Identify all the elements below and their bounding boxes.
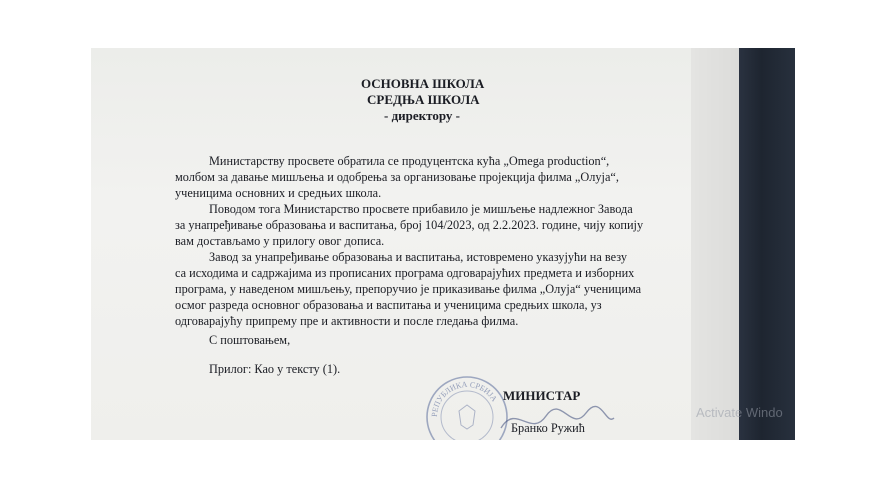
document-page bbox=[91, 48, 691, 440]
paragraph-1-line-1: Министарству просвете обратила се продуцентска кућа „Omega production“, bbox=[209, 154, 610, 168]
paragraph-3-line-3: програма, у наведеном мишљењу, препоручио је приказивање филма „Олуја“ ученицима bbox=[175, 282, 642, 296]
paper-margin bbox=[691, 48, 739, 440]
heading-line-3: - директору - bbox=[384, 108, 460, 123]
paragraph-2-line-3: вам достављамо у прилогу овог дописа. bbox=[175, 234, 385, 248]
signatory-title: МИНИСТАР bbox=[503, 388, 581, 403]
paragraph-2-line-1: Поводом тога Министарство просвете прибавило је мишљење надлежног Завода bbox=[209, 202, 633, 216]
heading-line-2: СРЕДЊА ШКОЛА bbox=[367, 92, 480, 107]
paragraph-1-line-2: молбом за давање мишљења и одобрења за организовање пројекција филма „Олуја“, bbox=[175, 170, 619, 184]
paragraph-1-line-3: ученицима основних и средњих школа. bbox=[175, 186, 382, 200]
attachment-line: Прилог: Као у тексту (1). bbox=[209, 362, 341, 376]
monitor-bezel bbox=[739, 48, 795, 440]
paragraph-3-line-4: осмог разреда основног образовања и васпитања и ученицима средњих школа, уз bbox=[175, 298, 602, 312]
paragraph-3-line-1: Завод за унапређивање образовања и васпитања, истовремено указујући на везу bbox=[209, 250, 628, 264]
heading-line-1: ОСНОВНА ШКОЛА bbox=[361, 76, 485, 91]
closing-line: С поштовањем, bbox=[209, 333, 291, 347]
signatory-name: Бранко Ружић bbox=[511, 421, 585, 435]
paragraph-3-line-2: са исходима и садржајима из прописаних програма одговарајућих предмета и изборних bbox=[175, 266, 635, 280]
document-photo bbox=[91, 48, 795, 440]
svg-text:РЕПУБЛИКА СРБИЈА bbox=[430, 380, 499, 417]
paragraph-3-line-5: одговарајућу припрему пре и активности и после гледања филма. bbox=[175, 314, 519, 328]
paragraph-2-line-2: за унапређивање образовања и васпитања, број 104/2023, од 2.2.2023. године, чију копију bbox=[175, 218, 644, 232]
activate-windows-watermark: Activate Windo bbox=[696, 405, 783, 420]
seal-text: РЕПУБЛИКА СРБИЈА bbox=[429, 379, 499, 418]
